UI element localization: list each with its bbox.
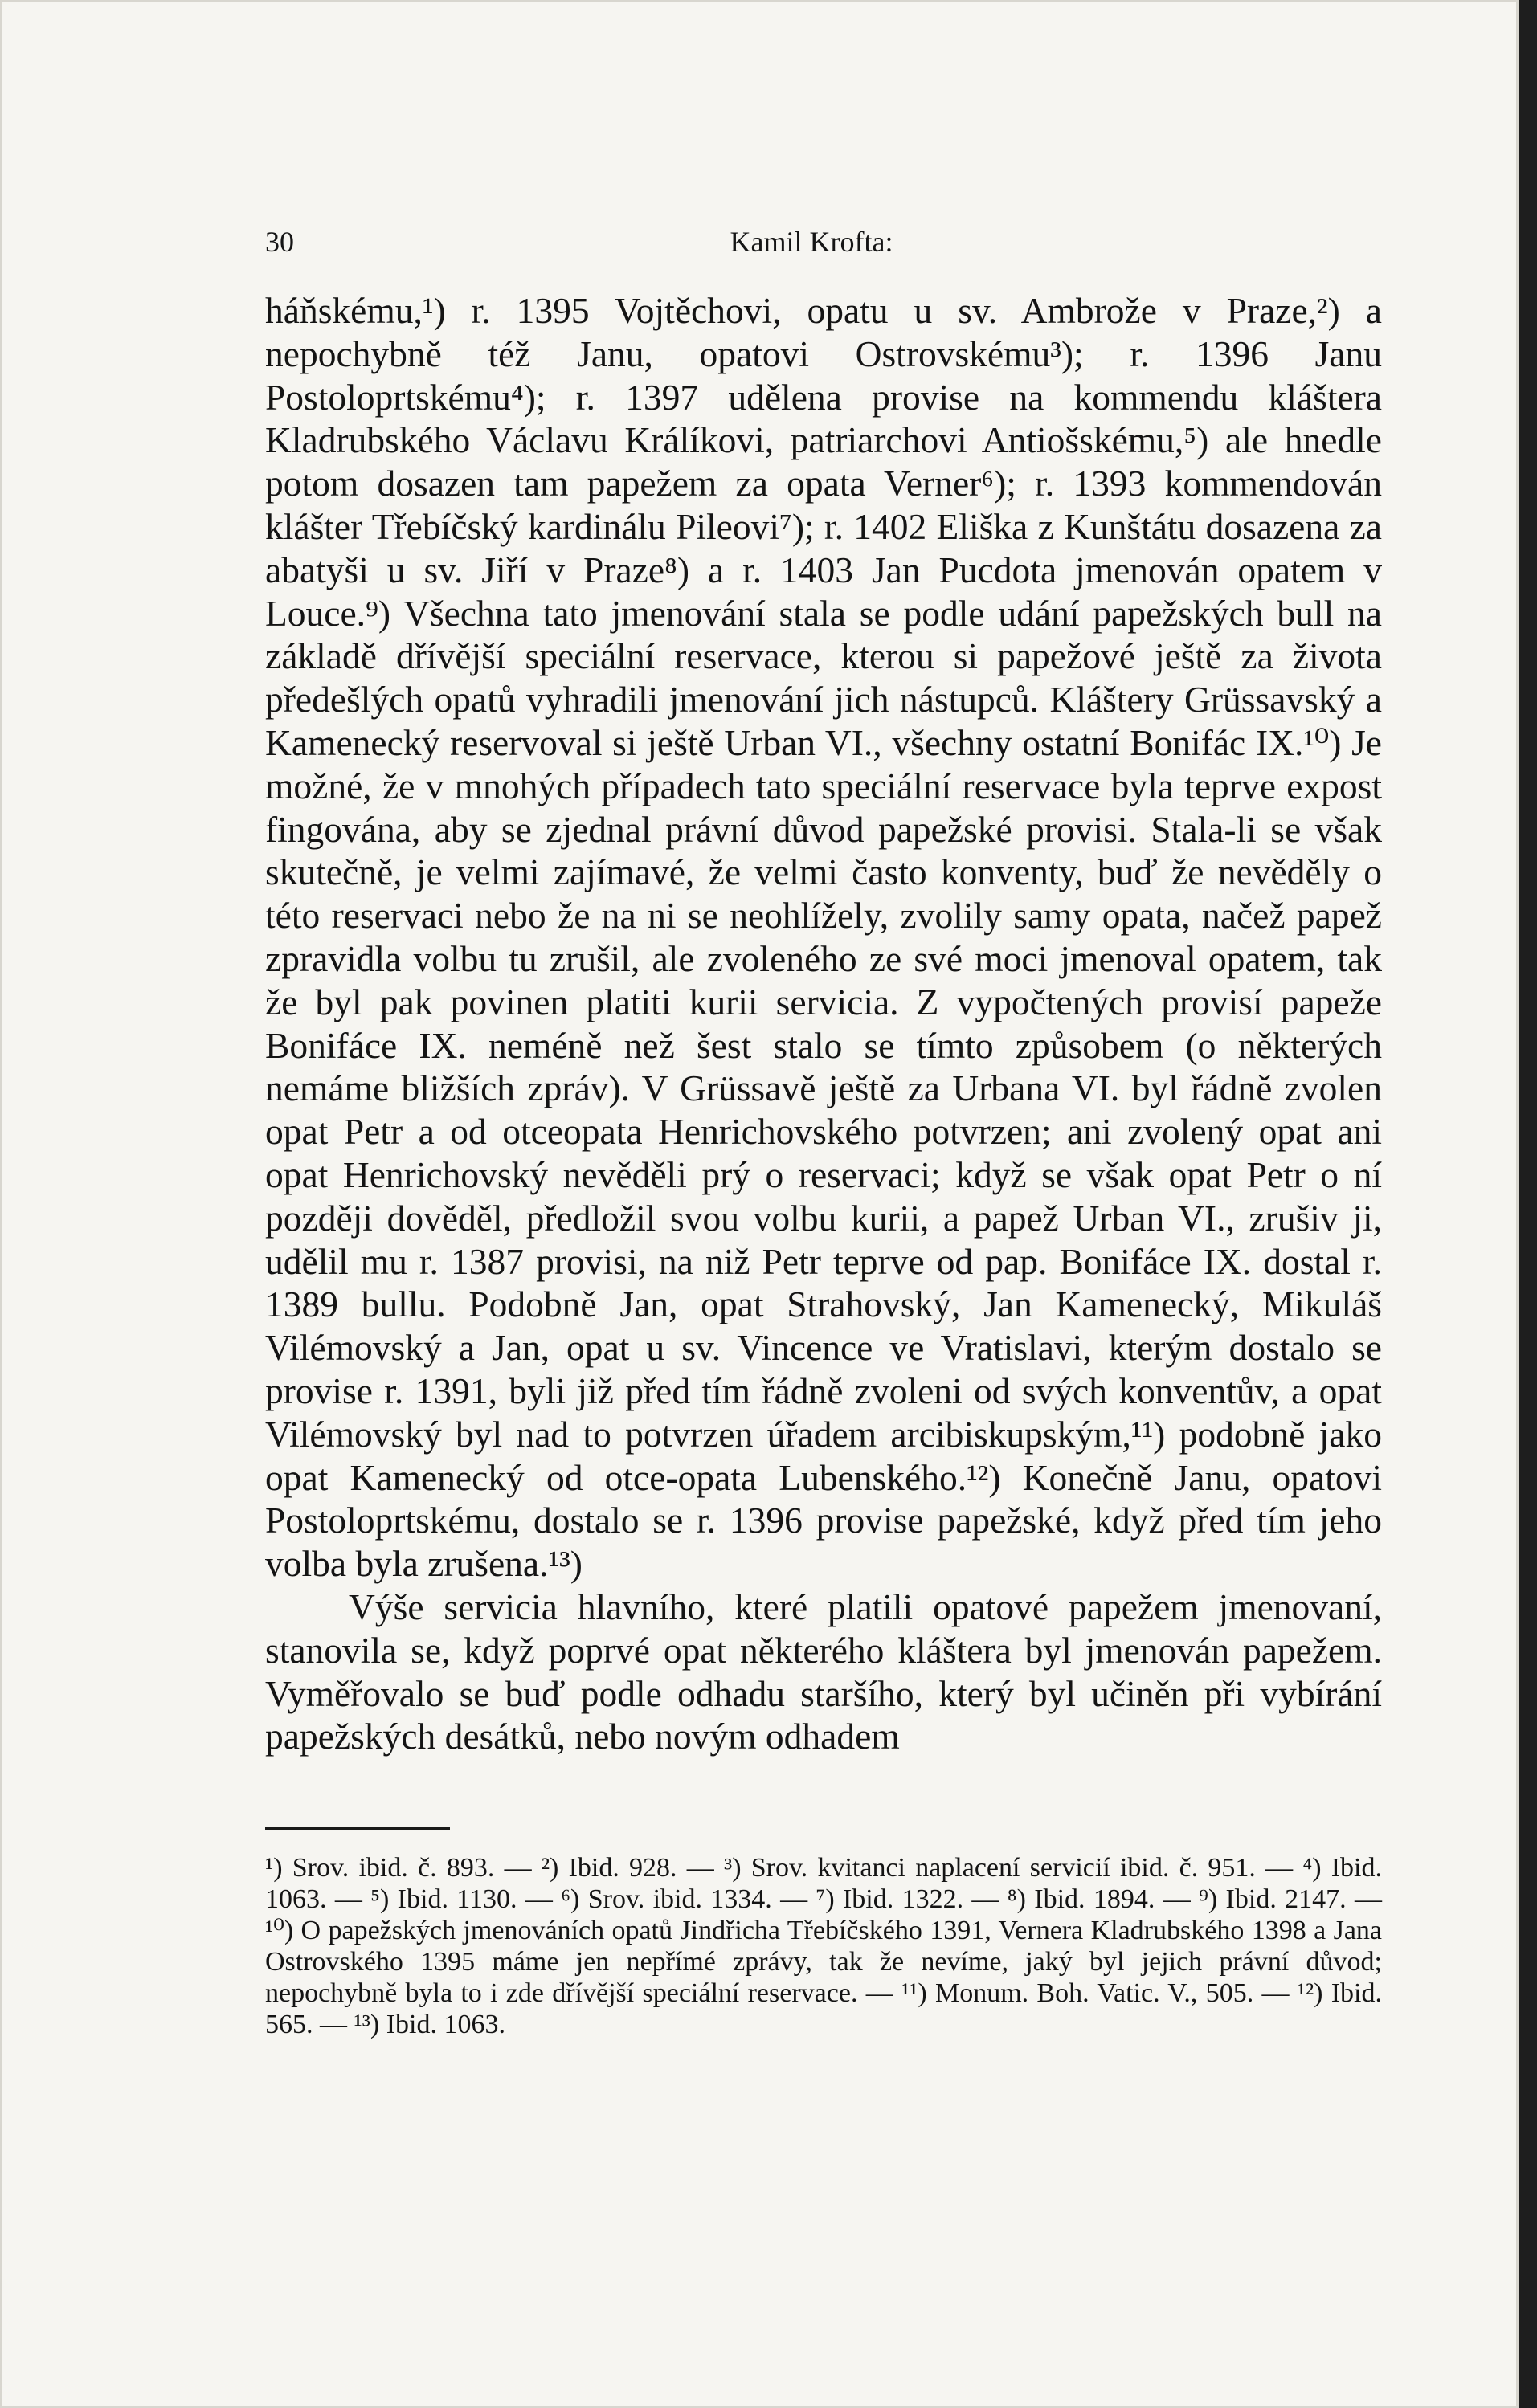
scan-edge: [1519, 0, 1537, 2408]
paragraph: Výše servicia hlavního, které platili opatové papežem jmenovaní, stanovila se, když poprvé opat některého kláštera byl jmenován papežem. Vyměřovalo se buď podle odhadu staršího, který byl učiněn při vybírání papežských desátků, nebo novým odhadem: [265, 1586, 1382, 1757]
running-head: Kamil Krofta:: [730, 226, 893, 258]
footnote-text: ¹) Srov. ibid. č. 893. — ²) Ibid. 928. — ³) Srov. kvitanci naplacení servicií ibid. č. 951. — ⁴) Ibid. 1063. — ⁵) Ibid. 1130. — ⁶) Srov. ibid. 1334. — ⁷) Ibid. 1322. — ⁸) Ibid. 1894. — ⁹) Ibid. 2147. — ¹⁰) O papežských jmenováních opatů Jindřicha Třebíčského 1391, Vernera Kladrubského 1398 a Jana Ostrovského 1395 máme jen nepřímé zprávy, tak že nevíme, jaký byl jejich právní důvod; nepochybně byla to i zde dřívější speciální reservace. — ¹¹) Monum. Boh. Vatic. V., 505. — ¹²) Ibid. 565. — ¹³) Ibid. 1063.: [265, 1853, 1382, 2039]
page-number: 30: [265, 226, 294, 258]
page-header: [265, 225, 1358, 273]
paragraph: háňskému,¹) r. 1395 Vojtěchovi, opatu u sv. Ambrože v Praze,²) a nepochybně též Janu, opatovi Ostrovskému³); r. 1396 Janu Postoloprtskému⁴); r. 1397 udělena provise na kommendu kláštera Kladrubského Václavu Králíkovi, patriarchovi Antiošskému,⁵) ale hnedle potom dosazen tam papežem za opata Verner⁶); r. 1393 kommendován klášter Třebíčský kardinálu Pileovi⁷); r. 1402 Eliška z Kunštátu dosazena za abatyši u sv. Jiří v Praze⁸) a r. 1403 Jan Pucdota jmenován opatem v Louce.⁹) Všechna tato jmenování stala se podle udání papežských bull na základě dřívější speciální reservace, kterou si papežové ještě za života předešlých opatů vyhradili jmenování jich nástupců. Kláštery Grüssavský a Kamenecký reservoval si ještě Urban VI., všechny ostatní Bonifác IX.¹⁰) Je možné, že v mnohých případech tato speciální reservace byla teprve expost fingována, aby se zjednal právní důvod papežské provisi. Stala-li se však skutečně, je velmi zajímavé, že velmi často konventy, buď že nevěděly o této reservaci nebo že na ni se neohlížely, zvolily samy opata, načež papež zpravidla volbu tu zrušil, ale zvoleného ze své moci jmenoval opatem, tak že byl pak povinen platiti kurii servicia. Z vypočtených provisí papeže Bonifáce IX. neméně než šest stalo se tímto způsobem (o některých nemáme bližších zpráv). V Grüssavě ještě za Urbana VI. byl řádně zvolen opat Petr a od otceopata Henrichovského potvrzen; ani zvolený opat ani opat Henrichovský nevěděli prý o reservaci; když se však opat Petr o ní později dověděl, předložil svou volbu kurii, a papež Urban VI., zrušiv ji, udělil mu r. 1387 provisi, na niž Petr teprve od pap. Bonifáce IX. dostal r. 1389 bullu. Podobně Jan, opat Strahovský, Jan Kamenecký, Mikuláš Vilémovský a Jan, opat u sv. Vincence ve Vratislavi, kterým dostalo se provise r. 1391, byli již před tím řádně zvoleni od svých konventův, a opat Vilémovský byl nad to potvrzen úřadem arcibiskupským,¹¹) podobně jako opat Kamenecký od otce-opata Lubenského.¹²) Konečně Janu, opatovi Postoloprtskému, dostalo se r. 1396 provise papežské, když před tím jeho volba byla zrušena.¹³): [265, 290, 1382, 1585]
footnote-divider: [265, 1827, 450, 1830]
main-text: [265, 289, 1382, 1758]
footnotes: [265, 1852, 1382, 2040]
